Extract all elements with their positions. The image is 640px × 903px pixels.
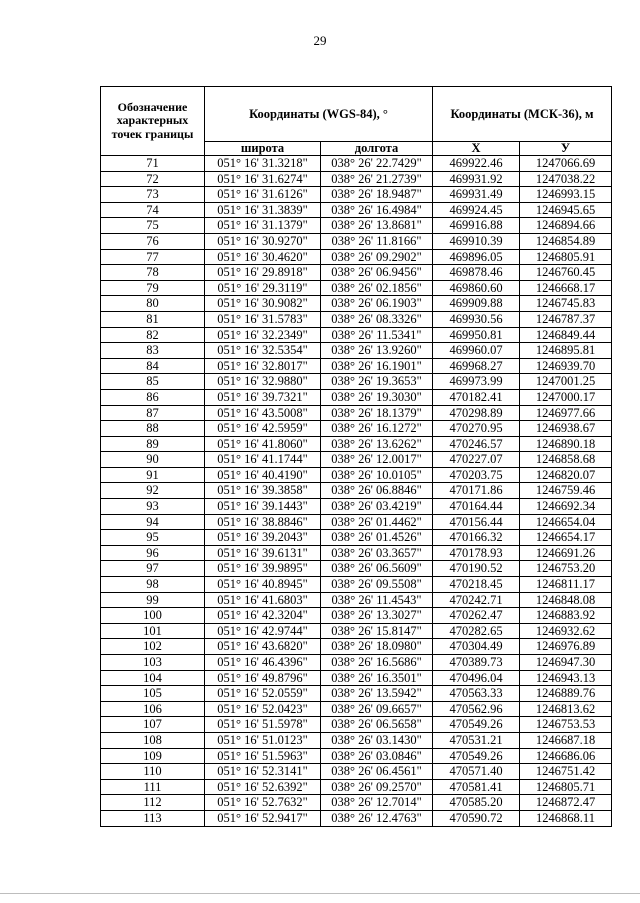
point-number: 105: [101, 686, 205, 702]
point-number: 92: [101, 483, 205, 499]
table-row: [101, 717, 612, 733]
longitude-cell: 038° 26' 19.3030": [321, 389, 433, 405]
point-number: 107: [101, 717, 205, 733]
longitude-cell: 038° 26' 03.1430": [321, 732, 433, 748]
table-row: [101, 779, 612, 795]
x-cell: 470218.45: [433, 577, 520, 593]
x-cell: 470496.04: [433, 670, 520, 686]
x-cell: 470581.41: [433, 779, 520, 795]
y-cell: 1246654.04: [520, 514, 612, 530]
y-cell: 1247001.25: [520, 374, 612, 390]
latitude-cell: 051° 16' 42.3204": [205, 608, 321, 624]
table-row: [101, 592, 612, 608]
table-row: [101, 670, 612, 686]
header-y: У: [520, 142, 612, 156]
y-cell: 1246895.81: [520, 343, 612, 359]
longitude-cell: 038° 26' 09.5508": [321, 577, 433, 593]
latitude-cell: 051° 16' 30.9270": [205, 233, 321, 249]
latitude-cell: 051° 16' 52.3141": [205, 764, 321, 780]
longitude-cell: 038° 26' 06.1903": [321, 296, 433, 312]
point-number: 86: [101, 389, 205, 405]
y-cell: 1246938.67: [520, 421, 612, 437]
longitude-cell: 038° 26' 06.5609": [321, 561, 433, 577]
x-cell: 470166.32: [433, 530, 520, 546]
y-cell: 1246868.11: [520, 810, 612, 826]
header-msk36-coordinates: Координаты (МСК-36), м: [433, 87, 612, 142]
point-number: 100: [101, 608, 205, 624]
point-number: 88: [101, 421, 205, 437]
longitude-cell: 038° 26' 13.6262": [321, 436, 433, 452]
table-row: [101, 452, 612, 468]
latitude-cell: 051° 16' 31.6126": [205, 187, 321, 203]
y-cell: 1246820.07: [520, 467, 612, 483]
table-row: [101, 327, 612, 343]
y-cell: 1246854.89: [520, 233, 612, 249]
table-row: [101, 436, 612, 452]
point-number: 71: [101, 156, 205, 172]
latitude-cell: 051° 16' 40.4190": [205, 467, 321, 483]
coordinates-table: [100, 86, 612, 827]
point-number: 87: [101, 405, 205, 421]
latitude-cell: 051° 16' 32.2349": [205, 327, 321, 343]
longitude-cell: 038° 26' 13.8681": [321, 218, 433, 234]
y-cell: 1246691.26: [520, 545, 612, 561]
point-number: 91: [101, 467, 205, 483]
table-row: [101, 358, 612, 374]
page-number: 29: [313, 33, 327, 48]
y-cell: 1246668.17: [520, 280, 612, 296]
x-cell: 469968.27: [433, 358, 520, 374]
y-cell: 1246889.76: [520, 686, 612, 702]
latitude-cell: 051° 16' 39.9895": [205, 561, 321, 577]
latitude-cell: 051° 16' 39.7321": [205, 389, 321, 405]
point-number: 99: [101, 592, 205, 608]
longitude-cell: 038° 26' 03.3657": [321, 545, 433, 561]
longitude-cell: 038° 26' 03.0846": [321, 748, 433, 764]
longitude-cell: 038° 26' 12.0017": [321, 452, 433, 468]
longitude-cell: 038° 26' 22.7429": [321, 156, 433, 172]
point-number: 108: [101, 732, 205, 748]
longitude-cell: 038° 26' 21.2739": [321, 171, 433, 187]
longitude-cell: 038° 26' 16.1272": [321, 421, 433, 437]
latitude-cell: 051° 16' 31.6274": [205, 171, 321, 187]
longitude-cell: 038° 26' 02.1856": [321, 280, 433, 296]
x-cell: 470531.21: [433, 732, 520, 748]
table-row: [101, 561, 612, 577]
y-cell: 1246849.44: [520, 327, 612, 343]
header-latitude: широта: [205, 142, 321, 156]
longitude-cell: 038° 26' 06.5658": [321, 717, 433, 733]
longitude-cell: 038° 26' 18.9487": [321, 187, 433, 203]
latitude-cell: 051° 16' 41.6803": [205, 592, 321, 608]
point-number: 102: [101, 639, 205, 655]
latitude-cell: 051° 16' 29.8918": [205, 265, 321, 281]
longitude-cell: 038° 26' 03.4219": [321, 499, 433, 515]
point-number: 110: [101, 764, 205, 780]
y-cell: 1246872.47: [520, 795, 612, 811]
point-number: 97: [101, 561, 205, 577]
y-cell: 1246932.62: [520, 623, 612, 639]
y-cell: 1246813.62: [520, 701, 612, 717]
point-number: 79: [101, 280, 205, 296]
point-number: 112: [101, 795, 205, 811]
table-row: [101, 701, 612, 717]
table-row: [101, 639, 612, 655]
table-row: [101, 374, 612, 390]
point-number: 101: [101, 623, 205, 639]
x-cell: 470171.86: [433, 483, 520, 499]
point-number: 93: [101, 499, 205, 515]
point-number: 77: [101, 249, 205, 265]
point-number: 90: [101, 452, 205, 468]
latitude-cell: 051° 16' 32.5354": [205, 343, 321, 359]
x-cell: 469960.07: [433, 343, 520, 359]
latitude-cell: 051° 16' 32.8017": [205, 358, 321, 374]
latitude-cell: 051° 16' 39.1443": [205, 499, 321, 515]
y-cell: 1246805.91: [520, 249, 612, 265]
table-row: [101, 467, 612, 483]
x-cell: 470182.41: [433, 389, 520, 405]
latitude-cell: 051° 16' 52.0423": [205, 701, 321, 717]
x-cell: 469950.81: [433, 327, 520, 343]
y-cell: 1247066.69: [520, 156, 612, 172]
longitude-cell: 038° 26' 06.8846": [321, 483, 433, 499]
y-cell: 1246811.17: [520, 577, 612, 593]
point-number: 94: [101, 514, 205, 530]
latitude-cell: 051° 16' 30.9082": [205, 296, 321, 312]
table-row: [101, 218, 612, 234]
latitude-cell: 051° 16' 51.5978": [205, 717, 321, 733]
y-cell: 1247038.22: [520, 171, 612, 187]
longitude-cell: 038° 26' 11.5341": [321, 327, 433, 343]
latitude-cell: 051° 16' 41.8060": [205, 436, 321, 452]
table-row: [101, 810, 612, 826]
longitude-cell: 038° 26' 10.0105": [321, 467, 433, 483]
point-number: 76: [101, 233, 205, 249]
x-cell: 470227.07: [433, 452, 520, 468]
y-cell: 1246848.08: [520, 592, 612, 608]
longitude-cell: 038° 26' 15.8147": [321, 623, 433, 639]
latitude-cell: 051° 16' 31.3218": [205, 156, 321, 172]
longitude-cell: 038° 26' 06.4561": [321, 764, 433, 780]
header-wgs84-coordinates: Координаты (WGS-84), °: [205, 87, 433, 142]
point-number: 73: [101, 187, 205, 203]
point-number: 113: [101, 810, 205, 826]
x-cell: 469860.60: [433, 280, 520, 296]
longitude-cell: 038° 26' 12.7014": [321, 795, 433, 811]
longitude-cell: 038° 26' 13.3027": [321, 608, 433, 624]
point-number: 83: [101, 343, 205, 359]
x-cell: 469973.99: [433, 374, 520, 390]
longitude-cell: 038° 26' 06.9456": [321, 265, 433, 281]
longitude-cell: 038° 26' 11.4543": [321, 592, 433, 608]
point-number: 78: [101, 265, 205, 281]
table-row: [101, 608, 612, 624]
longitude-cell: 038° 26' 19.3653": [321, 374, 433, 390]
x-cell: 470571.40: [433, 764, 520, 780]
table-row: [101, 499, 612, 515]
y-cell: 1247000.17: [520, 389, 612, 405]
y-cell: 1246858.68: [520, 452, 612, 468]
latitude-cell: 051° 16' 39.3858": [205, 483, 321, 499]
longitude-cell: 038° 26' 16.1901": [321, 358, 433, 374]
point-number: 85: [101, 374, 205, 390]
point-number: 72: [101, 171, 205, 187]
x-cell: 470164.44: [433, 499, 520, 515]
table-row: [101, 655, 612, 671]
point-number: 109: [101, 748, 205, 764]
x-cell: 470203.75: [433, 467, 520, 483]
table-row: [101, 545, 612, 561]
y-cell: 1246993.15: [520, 187, 612, 203]
table-row: [101, 296, 612, 312]
table-row: [101, 623, 612, 639]
latitude-cell: 051° 16' 32.9880": [205, 374, 321, 390]
table-row: [101, 764, 612, 780]
point-number: 80: [101, 296, 205, 312]
x-cell: 469916.88: [433, 218, 520, 234]
point-number: 89: [101, 436, 205, 452]
x-cell: 470563.33: [433, 686, 520, 702]
latitude-cell: 051° 16' 40.8945": [205, 577, 321, 593]
longitude-cell: 038° 26' 16.4984": [321, 202, 433, 218]
x-cell: 469878.46: [433, 265, 520, 281]
y-cell: 1246692.34: [520, 499, 612, 515]
longitude-cell: 038° 26' 12.4763": [321, 810, 433, 826]
x-cell: 470585.20: [433, 795, 520, 811]
longitude-cell: 038° 26' 08.3326": [321, 311, 433, 327]
table-row: [101, 577, 612, 593]
longitude-cell: 038° 26' 01.4462": [321, 514, 433, 530]
y-cell: 1246760.45: [520, 265, 612, 281]
table-body: [101, 156, 612, 827]
latitude-cell: 051° 16' 51.5963": [205, 748, 321, 764]
latitude-cell: 051° 16' 30.4620": [205, 249, 321, 265]
x-cell: 470389.73: [433, 655, 520, 671]
x-cell: 470190.52: [433, 561, 520, 577]
y-cell: 1246945.65: [520, 202, 612, 218]
point-number: 103: [101, 655, 205, 671]
point-number: 82: [101, 327, 205, 343]
x-cell: 470549.26: [433, 748, 520, 764]
x-cell: 470562.96: [433, 701, 520, 717]
y-cell: 1246687.18: [520, 732, 612, 748]
table-row: [101, 265, 612, 281]
y-cell: 1246805.71: [520, 779, 612, 795]
latitude-cell: 051° 16' 43.6820": [205, 639, 321, 655]
x-cell: 470262.47: [433, 608, 520, 624]
x-cell: 470242.71: [433, 592, 520, 608]
latitude-cell: 051° 16' 29.3119": [205, 280, 321, 296]
x-cell: 469896.05: [433, 249, 520, 265]
x-cell: 469922.46: [433, 156, 520, 172]
latitude-cell: 051° 16' 31.3839": [205, 202, 321, 218]
longitude-cell: 038° 26' 16.5686": [321, 655, 433, 671]
table-row: [101, 311, 612, 327]
latitude-cell: 051° 16' 31.5783": [205, 311, 321, 327]
header-longitude: долгота: [321, 142, 433, 156]
x-cell: 470549.26: [433, 717, 520, 733]
header-x: X: [433, 142, 520, 156]
y-cell: 1246787.37: [520, 311, 612, 327]
latitude-cell: 051° 16' 43.5008": [205, 405, 321, 421]
y-cell: 1246883.92: [520, 608, 612, 624]
latitude-cell: 051° 16' 39.6131": [205, 545, 321, 561]
table-row: [101, 249, 612, 265]
table-row: [101, 732, 612, 748]
header-point-designation: Обозначение характерных точек границы: [101, 87, 205, 156]
point-number: 106: [101, 701, 205, 717]
y-cell: 1246894.66: [520, 218, 612, 234]
y-cell: 1246759.46: [520, 483, 612, 499]
point-number: 95: [101, 530, 205, 546]
table-row: [101, 686, 612, 702]
table-row: [101, 405, 612, 421]
y-cell: 1246939.70: [520, 358, 612, 374]
latitude-cell: 051° 16' 39.2043": [205, 530, 321, 546]
point-number: 96: [101, 545, 205, 561]
longitude-cell: 038° 26' 09.2570": [321, 779, 433, 795]
y-cell: 1246686.06: [520, 748, 612, 764]
point-number: 81: [101, 311, 205, 327]
y-cell: 1246654.17: [520, 530, 612, 546]
point-number: 111: [101, 779, 205, 795]
x-cell: 470304.49: [433, 639, 520, 655]
latitude-cell: 051° 16' 52.6392": [205, 779, 321, 795]
y-cell: 1246947.30: [520, 655, 612, 671]
y-cell: 1246745.83: [520, 296, 612, 312]
y-cell: 1246753.20: [520, 561, 612, 577]
latitude-cell: 051° 16' 49.8796": [205, 670, 321, 686]
x-cell: 469910.39: [433, 233, 520, 249]
table-row: [101, 389, 612, 405]
latitude-cell: 051° 16' 41.1744": [205, 452, 321, 468]
x-cell: 470298.89: [433, 405, 520, 421]
latitude-cell: 051° 16' 31.1379": [205, 218, 321, 234]
point-number: 104: [101, 670, 205, 686]
longitude-cell: 038° 26' 01.4526": [321, 530, 433, 546]
table-row: [101, 483, 612, 499]
x-cell: 470178.93: [433, 545, 520, 561]
table-row: [101, 514, 612, 530]
longitude-cell: 038° 26' 09.6657": [321, 701, 433, 717]
y-cell: 1246977.66: [520, 405, 612, 421]
table-row: [101, 156, 612, 172]
x-cell: 470246.57: [433, 436, 520, 452]
longitude-cell: 038° 26' 11.8166": [321, 233, 433, 249]
x-cell: 469931.49: [433, 187, 520, 203]
x-cell: 469930.56: [433, 311, 520, 327]
table-row: [101, 280, 612, 296]
x-cell: 469909.88: [433, 296, 520, 312]
x-cell: 470270.95: [433, 421, 520, 437]
y-cell: 1246943.13: [520, 670, 612, 686]
point-number: 98: [101, 577, 205, 593]
table-row: [101, 421, 612, 437]
latitude-cell: 051° 16' 52.0559": [205, 686, 321, 702]
latitude-cell: 051° 16' 38.8846": [205, 514, 321, 530]
table-row: [101, 171, 612, 187]
longitude-cell: 038° 26' 16.3501": [321, 670, 433, 686]
latitude-cell: 051° 16' 51.0123": [205, 732, 321, 748]
latitude-cell: 051° 16' 52.7632": [205, 795, 321, 811]
x-cell: 469931.92: [433, 171, 520, 187]
x-cell: 469924.45: [433, 202, 520, 218]
table-row: [101, 795, 612, 811]
table-row: [101, 187, 612, 203]
y-cell: 1246753.53: [520, 717, 612, 733]
y-cell: 1246890.18: [520, 436, 612, 452]
x-cell: 470590.72: [433, 810, 520, 826]
longitude-cell: 038° 26' 09.2902": [321, 249, 433, 265]
latitude-cell: 051° 16' 42.5959": [205, 421, 321, 437]
table-row: [101, 202, 612, 218]
point-number: 84: [101, 358, 205, 374]
point-number: 74: [101, 202, 205, 218]
latitude-cell: 051° 16' 46.4396": [205, 655, 321, 671]
latitude-cell: 051° 16' 42.9744": [205, 623, 321, 639]
y-cell: 1246976.89: [520, 639, 612, 655]
longitude-cell: 038° 26' 18.0980": [321, 639, 433, 655]
table-row: [101, 748, 612, 764]
latitude-cell: 051° 16' 52.9417": [205, 810, 321, 826]
longitude-cell: 038° 26' 13.5942": [321, 686, 433, 702]
point-number: 75: [101, 218, 205, 234]
bottom-divider: [0, 893, 640, 894]
longitude-cell: 038° 26' 18.1379": [321, 405, 433, 421]
table-row: [101, 530, 612, 546]
x-cell: 470282.65: [433, 623, 520, 639]
table-row: [101, 233, 612, 249]
y-cell: 1246751.42: [520, 764, 612, 780]
table-row: [101, 343, 612, 359]
longitude-cell: 038° 26' 13.9260": [321, 343, 433, 359]
x-cell: 470156.44: [433, 514, 520, 530]
